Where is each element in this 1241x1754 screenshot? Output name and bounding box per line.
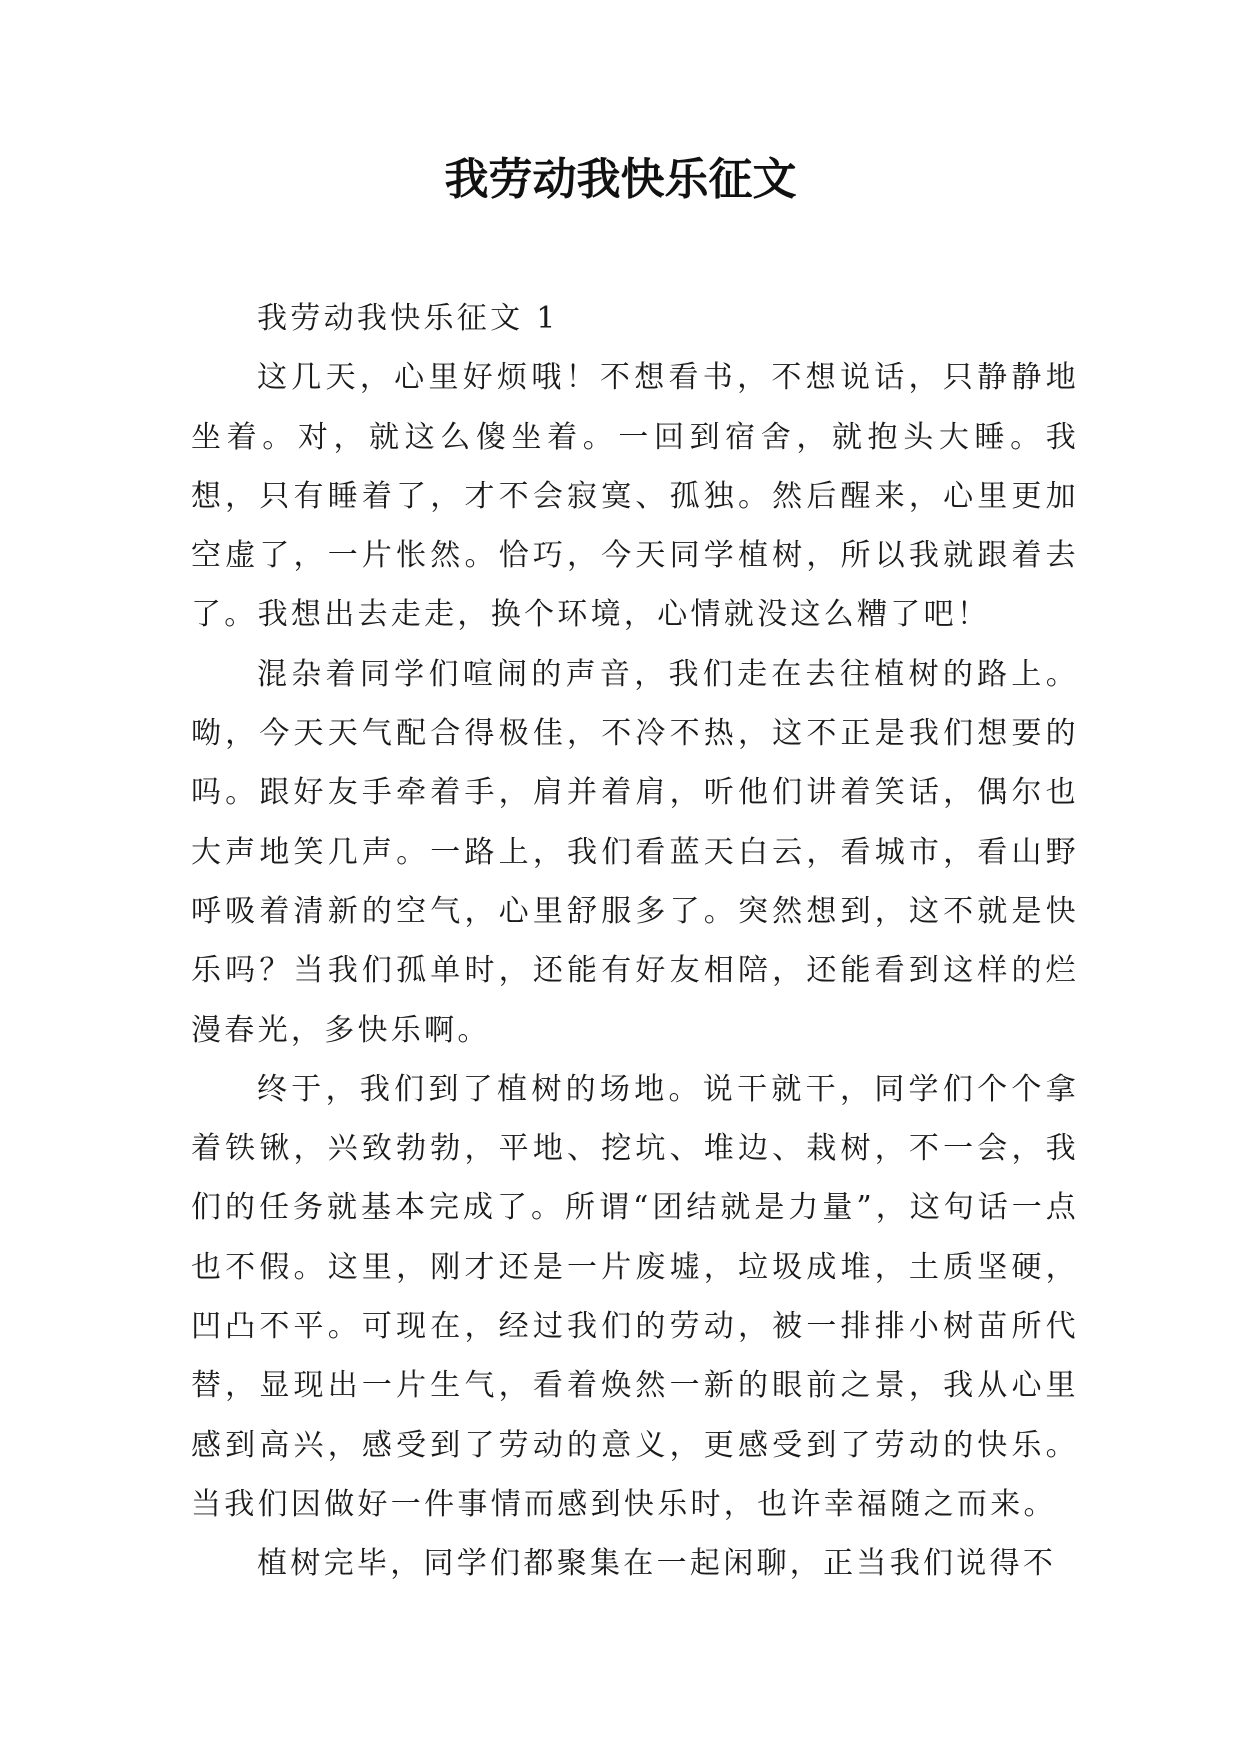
paragraph: 这几天，心里好烦哦！不想看书，不想说话，只静静地坐着。对，就这么傻坐着。一回到宿舍，就抱头大睡。我想，只有睡着了，才不会寂寞、孤独。然后醒来，心里更加空虚了，一片怅然。恰巧，今天同学植树，所以我就跟着去了。我想出去走走，换个环境，心情就没这么糟了吧！ <box>191 360 1079 633</box>
document-body <box>191 289 1079 1594</box>
paragraph: 终于，我们到了植树的场地。说干就干，同学们个个拿着铁锹，兴致勃勃，平地、挖坑、堆边、栽树，不一会，我们的任务就基本完成了。所谓“团结就是力量”，这句话一点也不假。这里，刚才还是一片废墟，垃圾成堆，土质坚硬，凹凸不平。可现在，经过我们的劳动，被一排排小树苗所代替，显现出一片生气，看着焕然一新的眼前之景，我从心里感到高兴，感受到了劳动的意义，更感受到了劳动的快乐。当我们因做好一件事情而感到快乐时，也许幸福随之而来。 <box>191 1071 1079 1522</box>
paragraph: 植树完毕，同学们都聚集在一起闲聊，正当我们说得不 <box>257 1546 1057 1582</box>
paragraph: 混杂着同学们喧闹的声音，我们走在去往植树的路上。呦，今天天气配合得极佳，不冷不热，这不正是我们想要的吗。跟好友手牵着手，肩并着肩，听他们讲着笑话，偶尔也大声地笑几声。一路上，我们看蓝天白云，看城市，看山野呼吸着清新的空气，心里舒服多了。突然想到，这不就是快乐吗？当我们孤单时，还能有好友相陪，还能看到这样的烂漫春光，多快乐啊。 <box>191 656 1079 1048</box>
document-title: 我劳动我快乐征文 <box>444 154 797 205</box>
section-heading: 我劳动我快乐征文 1 <box>257 301 559 336</box>
